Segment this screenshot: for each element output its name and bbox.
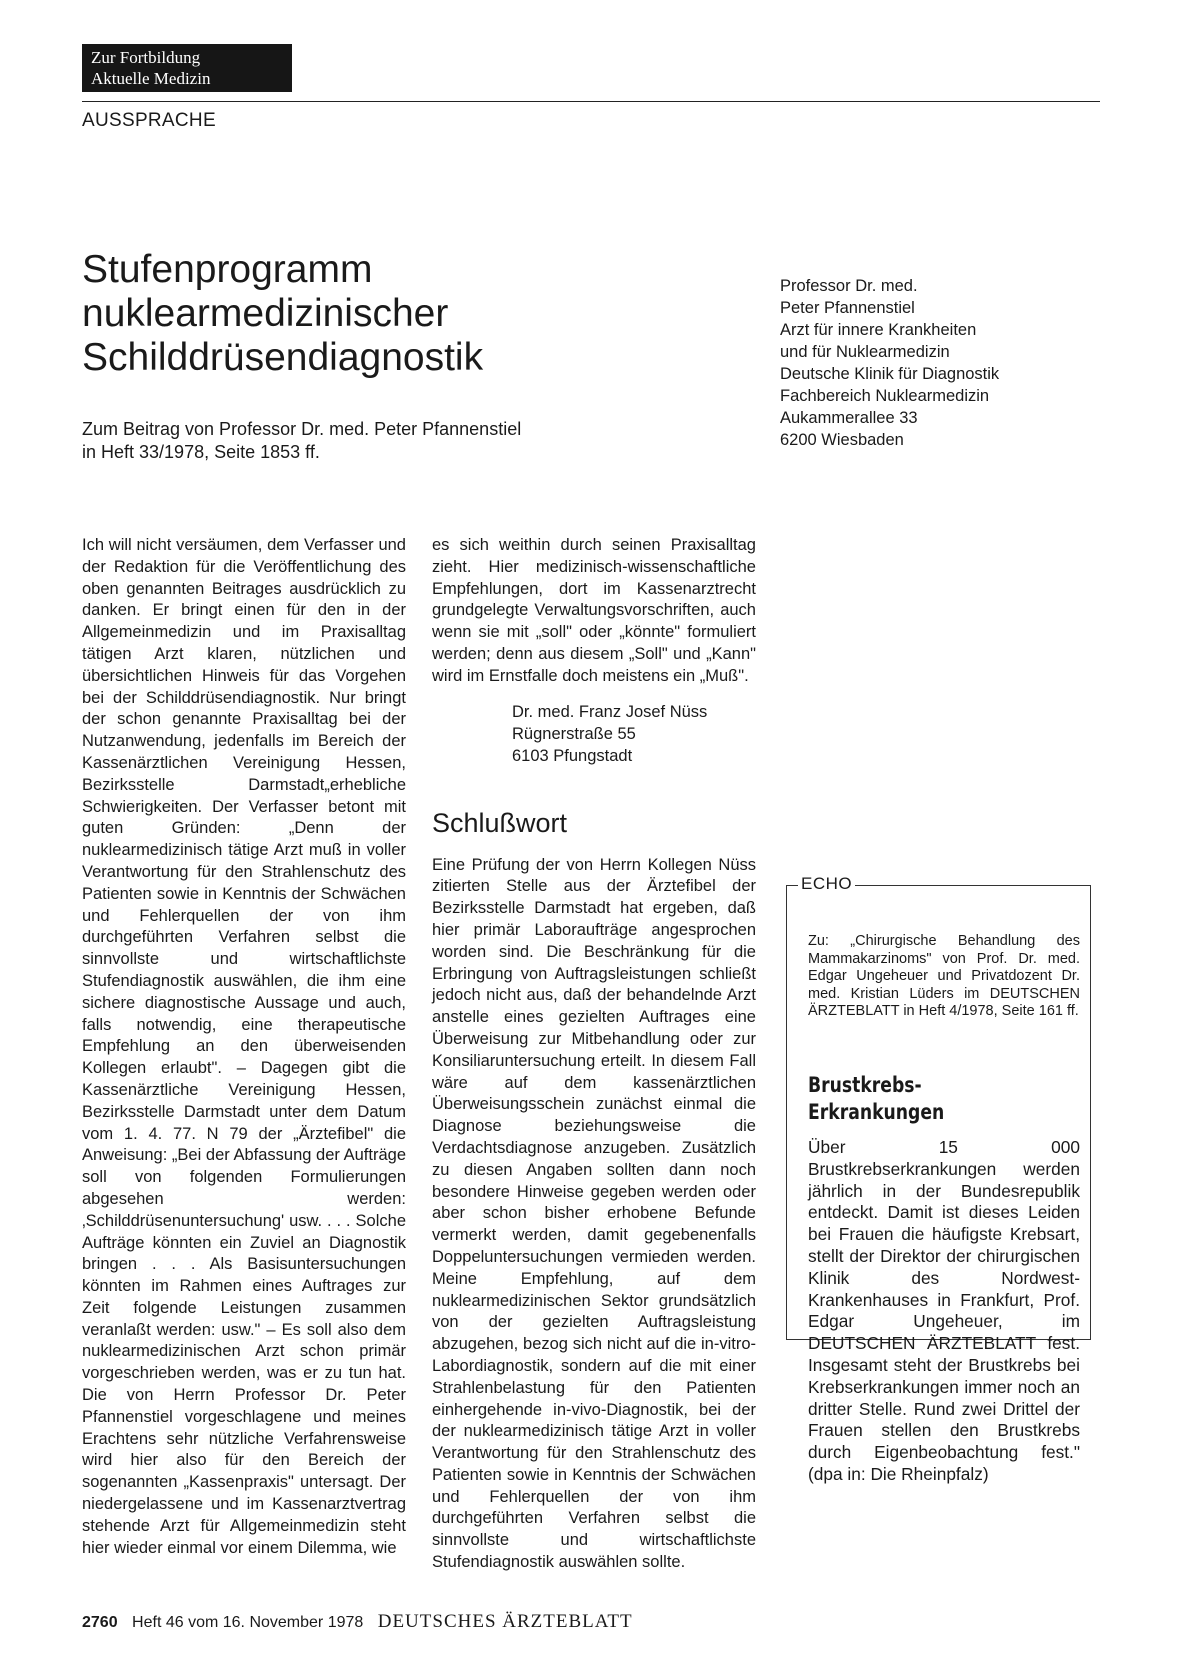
reply-signature-line-3: Arzt für innere Krankheiten — [780, 321, 977, 339]
letter-column-2 — [432, 535, 756, 1574]
letter-text-part-1: Ich will nicht versäumen, dem Verfasser und der Redaktion für die Veröffentlichung des oben genannten Beitrages ausdrücklich zu danken. Er bringt einen für den in der Allgemeinmedizin und im Praxisalltag tätigen Arzt klaren, nützlichen und übersichtlichen Hinweis für das Vorgehen bei der Schilddrüsendiagnostik. Nur bringt der schon genannte Praxisalltag bei der Nutzanwendung, jedenfalls im Bereich der Kassenärztlichen Vereinigung Hessen, Bezirksstelle Darmstadt„erhebliche Schwierigkeiten. Der Verfasser betont mit guten Gründen: „Denn der nuklearmedizinisch tätige Arzt muß in voller Verantwortung für den Strahlenschutz des Patienten sowie in Kenntnis der Schwächen und Fehlerquellen der von ihm durchgeführten Verfahren selbst die sinnvollste und wirtschaftlichste Stufendiagnostik auswählen, die ihm eine sichere diagnostische Aussage und auch, falls notwendig, eine therapeutische Empfehlung an den überweisenden Kollegen erlaubt". – Dagegen gibt die Kassenärztliche Vereinigung Hessen, Bezirksstelle Darmstadt unter dem Datum vom 1. 4. 77. N 79 der „Ärztefibel" die Anweisung: „Bei der Abfassung der Aufträge soll von folgenden Formulierungen abgesehen werden: ‚Schilddrüsenuntersuchung' usw. . . . Solche Aufträge könnten ein Zuviel an Diagnostik bringen . . . Als Basisuntersuchungen könnten im Rahmen eines Auftrages zur Zeit folgende Leistungen zusammen veranlaßt werden: usw." – Es soll also dem nuklearmedizinischen Arzt schon primär vorgeschrieben werden, was er zu tun hat. Die von Herrn Professor Dr. Peter Pfannenstiel vorgeschlagene und meines Erachtens sehr nützliche Verfahrensweise wird hier also für den Bereich der sogenannten „Kassenpraxis" untersagt. Der niedergelassene und im Kassenarztvertrag stehende Arzt für Allgemeinmedizin steht hier wieder einmal vor einem Dilemma, wie — [82, 536, 406, 1557]
series-label-line-1: Zur Fortbildung — [91, 48, 201, 67]
letter-signature-line-1: Dr. med. Franz Josef Nüss — [512, 702, 708, 721]
article-title — [82, 248, 642, 380]
reply-signature-line-7: Aukammerallee 33 — [780, 409, 918, 427]
reply-signature-line-4: und für Nuklearmedizin — [780, 343, 950, 361]
magazine-name: DEUTSCHES ÄRZTEBLATT — [377, 1611, 633, 1632]
article-title-line-3: Schilddrüsendiagnostik — [82, 336, 484, 379]
letter-signature — [432, 701, 756, 767]
section-label: AUSSPRACHE — [82, 110, 216, 131]
letter-signature-line-3: 6103 Pfungstadt — [512, 746, 633, 765]
echo-title-line-1: Brustkrebs- — [808, 1073, 922, 1097]
echo-intro: Zu: „Chirurgische Behandlung des Mammakarzinoms" von Prof. Dr. med. Edgar Ungeheuer und Privatdozent Dr. med. Kristian Lüders im DEUTSCHEN ÄRZTEBLATT in Heft 4/1978, Seite 161 ff. — [808, 933, 1080, 1019]
article-title-line-2: nuklearmedizinischer — [82, 292, 449, 335]
reply-signature-line-6: Fachbereich Nuklearmedizin — [780, 387, 990, 405]
page-number: 2760 — [82, 1614, 118, 1631]
reply-column-3 — [780, 250, 1100, 451]
reply-heading: Schlußwort — [432, 807, 568, 838]
echo-text: Über 15 000 Brustkrebserkrankungen werden jährlich in der Bundesrepublik entdeckt. Damit ist dieses Leiden bei Frauen die häufigste Krebsart, stellt der Direktor der chirurgischen Klinik des Nordwest-Krankenhauses in Frankfurt, Prof. Edgar Ungeheuer, im DEUTSCHEN ÄRZTEBLATT fest. Insgesamt steht der Brustkrebs bei Krebserkrankungen immer noch an dritter Stelle. Rund zwei Drittel der Frauen stellen den Brustkrebs durch Eigenbeobachtung fest." (dpa in: Die Rheinpfalz) — [808, 1137, 1080, 1484]
letter-text-part-2: es sich weithin durch seinen Praxisalltag zieht. Hier medizinisch-wissenschaftliche Empfehlungen, dort im Kassenarztrecht grundgelegte Verwaltungsvorschriften, auch wenn sie mit „soll" oder „könnte" formuliert werden; denn aus diesem „Soll" und „Kann" wird im Ernstfalle doch meistens ein „Muß". — [432, 536, 756, 685]
echo-title — [808, 1072, 1031, 1126]
article-title-line-1: Stufenprogramm — [82, 248, 373, 291]
reply-signature-line-1: Professor Dr. med. — [780, 277, 918, 295]
header-rule — [82, 101, 1100, 102]
echo-label: ECHO — [798, 874, 855, 894]
echo-title-line-2: Erkrankungen — [808, 1100, 945, 1124]
article-subtitle — [82, 418, 682, 464]
letter-column-1 — [82, 535, 406, 1559]
issue-info: Heft 46 vom 16. November 1978 — [132, 1614, 364, 1631]
reply-text-part-1: Eine Prüfung der von Herrn Kollegen Nüss zitierten Stelle aus der Ärztefibel der Bezirksstelle Darmstadt hat ergeben, daß hier primär Laboraufträge angesprochen worden sind. Die Beschränkung für die Erbringung von Auftragsleistungen schließt jedoch nicht aus, daß der behandelnde Arzt anstelle eines gezielten Auftrages eine Überweisung zur Mitbehandlung oder zur Konsiliaruntersuchung erteilt. In diesem Fall wäre auf dem kassenärztlichen Überweisungsschein zunächst einmal die Diagnose beziehungsweise die Verdachtsdiagnose anzugeben. Zusätzlich zu diesen Angaben sollten dann noch besondere Hinweise gegeben werden oder aber schon bisher erhobene Befunde vermerkt werden, damit gegebenenfalls Doppeluntersuchungen vermieden werden. Meine Empfehlung, auf dem nuklearmedizinischen Sektor grundsätzlich von der gezielten Auftragsleistung abzugehen, bezog sich nicht auf die in-vitro-Labordiagnostik, sondern auf die mit einer Strahlenbelastung für den Patienten einhergehende in-vivo-Diagnostik, bei der der nuklearmedizinisch tätige Arzt in voller Verantwortung für den Strahlenschutz des Patienten sowie in Kenntnis der Schwächen und Fehlerquellen der von ihm durchgeführten Verfahren selbst die sinnvollste und wirtschaftlichste Stufendiagnostik auswählen sollte. — [432, 855, 756, 1572]
reply-signature — [780, 275, 1100, 451]
reply-signature-line-5: Deutsche Klinik für Diagnostik — [780, 365, 1000, 383]
reply-signature-line-8: 6200 Wiesbaden — [780, 431, 904, 449]
article-subtitle-line-1: Zum Beitrag von Professor Dr. med. Peter Pfannenstiel — [82, 419, 522, 439]
reply-signature-line-2: Peter Pfannenstiel — [780, 299, 915, 317]
letter-signature-line-2: Rügnerstraße 55 — [512, 724, 636, 743]
article-subtitle-line-2: in Heft 33/1978, Seite 1853 ff. — [82, 442, 320, 462]
series-label-line-2: Aktuelle Medizin — [91, 69, 211, 88]
series-label — [82, 44, 292, 92]
page-footer — [82, 1611, 633, 1633]
